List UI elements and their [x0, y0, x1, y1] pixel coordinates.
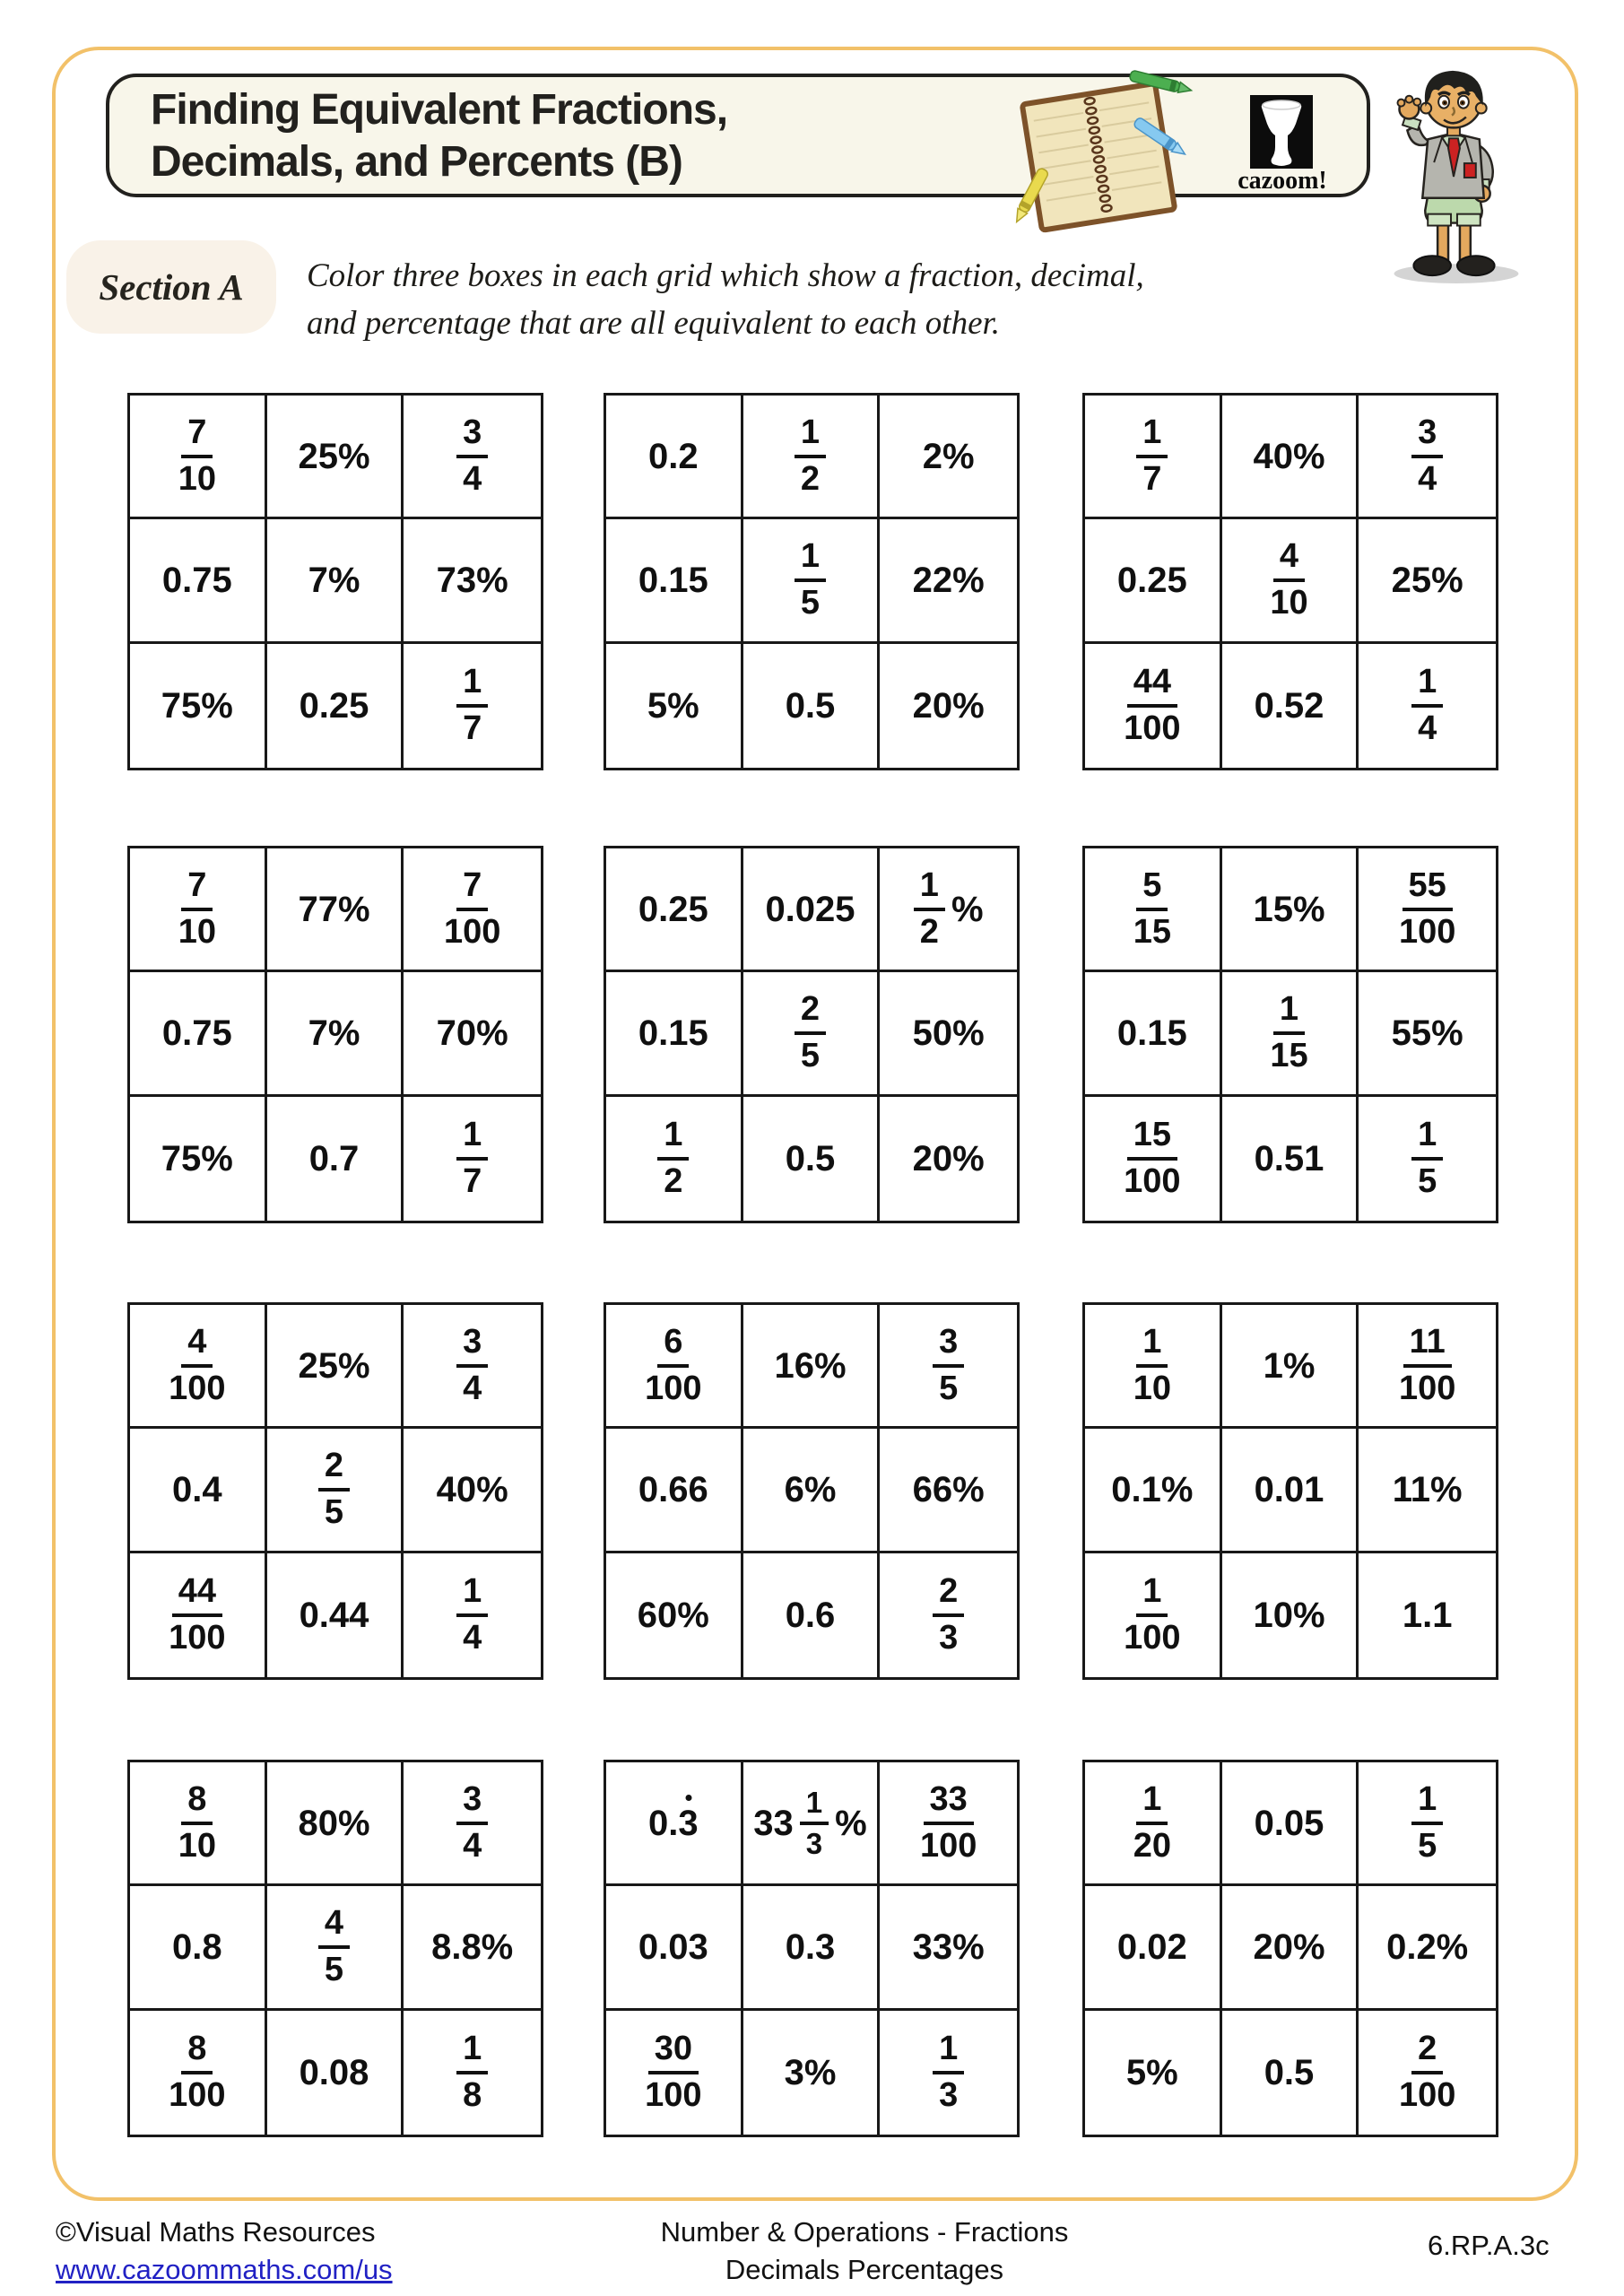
fraction-value: $\frac{3}{4}$ — [1411, 414, 1443, 498]
grid-cell[interactable]: 0.4 — [130, 1429, 267, 1552]
grid-cell[interactable]: 0.6 — [743, 1553, 881, 1677]
copyright-text: ©Visual Maths Resources — [56, 2216, 376, 2248]
grid-cell[interactable]: 60% — [606, 1553, 743, 1677]
grid-cell[interactable] — [880, 1762, 1017, 1886]
grid-cell[interactable] — [1085, 644, 1222, 768]
grid-cell[interactable] — [1085, 848, 1222, 972]
grid-cell[interactable] — [606, 1097, 743, 1221]
grid-cell[interactable]: 3% — [743, 2011, 881, 2135]
grid-cell[interactable]: 0.15 — [606, 972, 743, 1096]
grid-cell[interactable]: 0.02 — [1085, 1886, 1222, 2010]
equivalence-grid-5 — [604, 846, 1020, 1223]
grid-cell[interactable]: 2% — [880, 396, 1017, 519]
fraction-value: $\frac{1}{20}$ — [1133, 1780, 1171, 1866]
grid-cell[interactable]: 25% — [1359, 519, 1496, 643]
fraction-value: $\frac{1}{100}$ — [1124, 1572, 1181, 1657]
grid-cell[interactable]: 0.05 — [1222, 1762, 1359, 1886]
grid-cell[interactable] — [1359, 644, 1496, 768]
fraction-value: $\frac{1}{3}$ — [933, 2031, 964, 2114]
grid-cell[interactable]: 16% — [743, 1305, 881, 1429]
grid-cell[interactable] — [1359, 1097, 1496, 1221]
grid-cell[interactable] — [267, 1886, 404, 2010]
grid-cell[interactable]: 0.75 — [130, 519, 267, 643]
grid-cell[interactable] — [404, 1553, 541, 1677]
equivalence-grid-2 — [604, 393, 1020, 770]
footer-copyright-block — [56, 2213, 393, 2289]
fraction-value: $\frac{1}{5}$ — [795, 538, 826, 622]
fraction-value: $\frac{1}{2}$ — [795, 414, 826, 498]
grid-cell[interactable]: 50% — [880, 972, 1017, 1096]
grid-cell[interactable]: 0.8 — [130, 1886, 267, 2010]
grid-cell[interactable] — [267, 1429, 404, 1552]
fraction-value: $\frac{2}{3}$ — [933, 1573, 964, 1657]
fraction-value: $\frac{15}{100}$ — [1124, 1116, 1181, 1201]
grid-cell[interactable]: 15% — [1222, 848, 1359, 972]
title-line-2: Decimals, and Percents (B) — [151, 138, 682, 186]
section-a-label: Section A — [66, 240, 276, 334]
footer-topic-line-1: Number & Operations - Fractions — [660, 2216, 1069, 2248]
equivalence-grid-12 — [1082, 1760, 1498, 2137]
grid-cell[interactable]: 7% — [267, 972, 404, 1096]
fraction-value: $\frac{1}{7}$ — [456, 1117, 488, 1200]
grid-cell[interactable]: 0.25 — [267, 644, 404, 768]
fraction-value: $\frac{1}{10}$ — [1133, 1323, 1171, 1408]
title-line-1: Finding Equivalent Fractions, — [151, 86, 728, 134]
grid-cell[interactable]: 25% — [267, 1305, 404, 1429]
grid-cell[interactable] — [130, 1762, 267, 1886]
grid-cell[interactable]: 0.25 — [606, 848, 743, 972]
equivalence-grid-6 — [1082, 846, 1498, 1223]
fraction-value: $\frac{7}{10}$ — [178, 413, 216, 499]
grid-cell[interactable] — [1085, 1762, 1222, 1886]
grid-cell[interactable]: 0.15 — [1085, 972, 1222, 1096]
cazoom-logo-icon — [1250, 95, 1313, 169]
grid-cell[interactable]: 11% — [1359, 1429, 1496, 1552]
grid-cell[interactable] — [130, 1305, 267, 1429]
grid-cell[interactable] — [606, 2011, 743, 2135]
fraction-value: $\frac{3}{4}$ — [456, 414, 488, 498]
cazoom-logo-text: cazoom! — [1238, 167, 1327, 195]
fraction-value: $\frac{1}{5}$ — [1411, 1117, 1443, 1200]
footer-topic-block — [640, 2213, 1089, 2289]
grid-cell[interactable]: 55% — [1359, 972, 1496, 1096]
fraction-value: $\frac{11}{100}$ — [1398, 1323, 1456, 1408]
grid-cell[interactable] — [743, 519, 881, 643]
grid-cell[interactable]: 20% — [1222, 1886, 1359, 2010]
equivalence-grid-4 — [127, 846, 543, 1223]
grid-cell[interactable]: 20% — [912, 1138, 985, 1178]
fraction-value: $\frac{33}{100}$ — [919, 1780, 977, 1866]
title-box — [106, 74, 1370, 197]
fraction-value: $\frac{1}{2}$ — [914, 867, 945, 951]
footer-topic-line-2: Decimals Percentages — [725, 2254, 1004, 2285]
equivalence-grid-1 — [127, 393, 543, 770]
grid-cell[interactable]: 0.75 — [130, 972, 267, 1096]
fraction-value: $\frac{2}{5}$ — [318, 1448, 350, 1531]
fraction-value: $\frac{1}{15}$ — [1270, 990, 1308, 1075]
equivalence-grid-3 — [1082, 393, 1498, 770]
grid-cell[interactable]: 40% — [404, 1429, 541, 1552]
grid-cell[interactable]: 1% — [1222, 1305, 1359, 1429]
grid-cell[interactable]: 33 $\frac{1}{3}$ % — [743, 1762, 881, 1886]
grid-cell[interactable] — [743, 396, 881, 519]
fraction-value: $\frac{7}{100}$ — [443, 866, 501, 952]
standard-code: 6.RP.A.3c — [1428, 2230, 1550, 2261]
fraction-value: $\frac{2}{100}$ — [1398, 2030, 1456, 2115]
grid-cell[interactable]: 33% — [880, 1886, 1017, 2010]
grid-cell[interactable]: 10% — [1222, 1553, 1359, 1677]
grid-cell[interactable]: 0.2% — [1359, 1886, 1496, 2010]
grid-cell[interactable] — [880, 1553, 1017, 1677]
grid-cell[interactable] — [130, 396, 267, 519]
grid-cell[interactable] — [404, 396, 541, 519]
equivalence-grid-9 — [1082, 1302, 1498, 1680]
grid-cell[interactable]: 0.3 — [743, 1886, 881, 2010]
grid-cell[interactable]: 6% — [743, 1429, 881, 1552]
grid-cell[interactable] — [880, 2011, 1017, 2135]
grid-cell[interactable] — [606, 1305, 743, 1429]
grid-cell[interactable]: 0.5 — [743, 644, 881, 768]
grid-cell[interactable]: 40% — [1222, 396, 1359, 519]
instruction-line-1: Color three boxes in each grid which show a fraction, decimal, — [307, 257, 1144, 294]
grid-cell[interactable]: 0.15 — [606, 519, 743, 643]
fraction-value: $\frac{1}{5}$ — [1411, 1781, 1443, 1865]
fraction-value: $\frac{30}{100}$ — [645, 2030, 702, 2115]
grid-cell[interactable]: 0.03 — [606, 1886, 743, 2010]
grid-cell[interactable] — [130, 2011, 267, 2135]
page-title — [151, 84, 727, 188]
grid-cell[interactable] — [404, 644, 541, 768]
grid-cell[interactable]: 25% — [267, 396, 404, 519]
grid-cell[interactable]: 20% — [912, 685, 985, 726]
grid-cell[interactable]: 73% — [404, 519, 541, 643]
grid-cell[interactable]: 0.5 — [743, 1097, 881, 1221]
fraction-value: $\frac{55}{100}$ — [1398, 866, 1456, 952]
fraction-value: $\frac{8}{10}$ — [178, 1780, 216, 1866]
grid-cell[interactable]: 8.8% — [404, 1886, 541, 2010]
grid-cell[interactable] — [1359, 1305, 1496, 1429]
student-boy-icon — [1379, 63, 1526, 285]
fraction-value: $\frac{7}{10}$ — [178, 866, 216, 952]
instruction-line-2: and percentage that are all equivalent to each other. — [307, 305, 1001, 342]
fraction-value: $\frac{1}{4}$ — [1411, 664, 1443, 747]
grid-cell[interactable]: 0.01 — [1222, 1429, 1359, 1552]
fraction-value: $\frac{4}{5}$ — [318, 1905, 350, 1988]
grid-cell[interactable]: 0.52 — [1222, 644, 1359, 768]
grid-cell[interactable] — [743, 972, 881, 1096]
grid-cell[interactable]: 0.2 — [606, 396, 743, 519]
fraction-value: $\frac{1}{7}$ — [1136, 414, 1168, 498]
grid-cell[interactable]: 70% — [404, 972, 541, 1096]
grid-cell[interactable] — [880, 1305, 1017, 1429]
grid-cell[interactable]: 0.51 — [1222, 1097, 1359, 1221]
grid-cell[interactable] — [404, 2011, 541, 2135]
fraction-value: $\frac{8}{100}$ — [169, 2030, 226, 2115]
grid-cell[interactable]: 0.025 — [743, 848, 881, 972]
grid-cell[interactable]: 1.1 — [1402, 1595, 1453, 1635]
fraction-value: $\frac{3}{4}$ — [456, 1781, 488, 1865]
grid-cell[interactable]: 66% — [880, 1429, 1017, 1552]
fraction-value: $\frac{3}{5}$ — [933, 1324, 964, 1407]
grid-cell[interactable]: 0.7 — [267, 1097, 404, 1221]
fraction-value: $\frac{1}{2}$ — [657, 1117, 689, 1200]
notebook-crayons-icon — [997, 57, 1221, 250]
grid-cell[interactable] — [130, 1553, 267, 1677]
grid-cell[interactable]: $\frac{1}{2}$ % — [880, 848, 1017, 972]
grid-cell[interactable]: 80% — [267, 1762, 404, 1886]
grid-cell[interactable] — [1359, 396, 1496, 519]
fraction-value: $\frac{44}{100}$ — [169, 1572, 226, 1657]
grid-cell[interactable]: 7% — [267, 519, 404, 643]
grid-cell[interactable]: 77% — [267, 848, 404, 972]
grid-cell[interactable]: 22% — [880, 519, 1017, 643]
fraction-value: $\frac{1}{8}$ — [456, 2031, 488, 2114]
fraction-value: $\frac{1}{4}$ — [456, 1573, 488, 1657]
grid-cell[interactable]: 0.08 — [267, 2011, 404, 2135]
grid-cell[interactable] — [1222, 519, 1359, 643]
grid-cell[interactable]: 0.66 — [606, 1429, 743, 1552]
fraction-value: $\frac{1}{7}$ — [456, 664, 488, 747]
fraction-value: $\frac{1}{3}$ — [800, 1787, 829, 1860]
grid-cell[interactable] — [1222, 972, 1359, 1096]
grid-cell[interactable]: 5% — [1085, 2011, 1222, 2135]
grid-cell[interactable]: 0.1% — [1085, 1429, 1222, 1552]
grid-cell[interactable] — [404, 1305, 541, 1429]
grid-cell[interactable] — [130, 848, 267, 972]
grid-cell[interactable]: 75% — [130, 644, 267, 768]
grid-cell[interactable] — [404, 1097, 541, 1221]
grid-cell[interactable] — [1085, 1553, 1222, 1677]
grid-cell[interactable] — [1359, 2011, 1496, 2135]
fraction-value: $\frac{3}{4}$ — [456, 1324, 488, 1407]
grid-cell[interactable]: 0.3 — [606, 1762, 743, 1886]
fraction-value: $\frac{4}{100}$ — [169, 1323, 226, 1408]
equivalence-grid-8 — [604, 1302, 1020, 1680]
fraction-value: $\frac{44}{100}$ — [1124, 663, 1181, 748]
grid-cell[interactable] — [1085, 396, 1222, 519]
equivalence-grid-7 — [127, 1302, 543, 1680]
grid-cell[interactable] — [1085, 1305, 1222, 1429]
fraction-value: $\frac{2}{5}$ — [795, 991, 826, 1074]
section-a-instruction — [307, 252, 1144, 347]
fraction-value: $\frac{4}{10}$ — [1270, 537, 1308, 622]
grid-cell[interactable]: 0.5 — [1222, 2011, 1359, 2135]
grid-cell[interactable]: 5% — [606, 644, 743, 768]
grid-cell[interactable] — [1359, 1762, 1496, 1886]
fraction-value: $\frac{5}{15}$ — [1133, 866, 1171, 952]
equivalence-grid-10 — [127, 1760, 543, 2137]
fraction-value: $\frac{6}{100}$ — [645, 1323, 702, 1408]
equivalence-grid-11 — [604, 1760, 1020, 2137]
cazoom-website-link[interactable]: www.cazoommaths.com/us — [56, 2254, 393, 2285]
grid-cell[interactable] — [1359, 848, 1496, 972]
grid-cell[interactable]: 75% — [130, 1097, 267, 1221]
grid-cell[interactable] — [404, 1762, 541, 1886]
grid-cell[interactable] — [1085, 1097, 1222, 1221]
grid-cell[interactable]: 0.25 — [1085, 519, 1222, 643]
grid-cell[interactable] — [404, 848, 541, 972]
grid-cell[interactable]: 0.44 — [267, 1553, 404, 1677]
